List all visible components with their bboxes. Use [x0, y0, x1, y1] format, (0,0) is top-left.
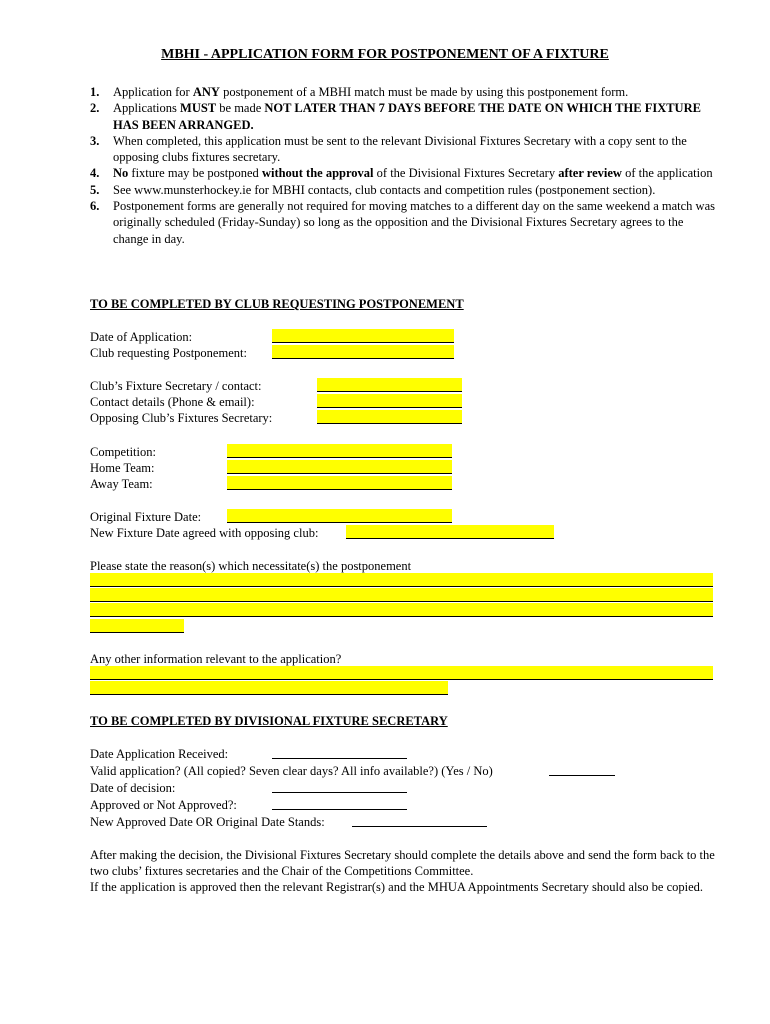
opposing-secretary-field[interactable] [317, 410, 462, 424]
rule-text: NOT LATER THAN 7 DAYS BEFORE THE DATE ON WHICH THE FIXTURE HAS BEEN ARRANGED. [113, 101, 701, 132]
rule-item [90, 133, 720, 166]
club-requesting-label: Club requesting Postponement: [90, 346, 247, 360]
original-date-label: Original Fixture Date: [90, 510, 202, 524]
date-of-application-label: Date of Application: [90, 330, 193, 344]
secretary-section-heading: TO BE COMPLETED BY DIVISIONAL FIXTURE SECRETARY [90, 714, 448, 728]
fixture-secretary-field[interactable] [317, 378, 462, 392]
new-date-label: New Fixture Date agreed with opposing club: [90, 526, 319, 540]
contact-details-label: Contact details (Phone & email): [90, 395, 255, 409]
contact-details-field[interactable] [317, 394, 462, 408]
opposing-secretary-label: Opposing Club’s Fixtures Secretary: [90, 411, 273, 425]
original-date-field[interactable] [227, 509, 452, 523]
away-team-field[interactable] [227, 476, 452, 490]
reasons-field-line-3[interactable] [90, 603, 713, 617]
reasons-label: Please state the reason(s) which necessitate(s) the postponement [90, 559, 412, 573]
new-date-field[interactable] [346, 525, 554, 539]
away-team-label: Away Team: [90, 477, 153, 491]
rule-text: Applications [113, 101, 181, 116]
rules-list [90, 84, 720, 247]
rule-text: ANY [192, 85, 220, 99]
date-received-field[interactable] [272, 746, 407, 759]
home-team-field[interactable] [227, 460, 452, 474]
new-approved-date-label: New Approved Date OR Original Date Stands: [90, 815, 325, 829]
other-info-field-line-1[interactable] [90, 666, 713, 680]
rule-number: 3. [90, 133, 100, 148]
other-info-field-line-2[interactable] [90, 681, 448, 695]
rule-item [90, 165, 720, 181]
rule-text: MUST [180, 101, 217, 116]
other-info-label: Any other information relevant to the application? [90, 652, 342, 666]
rule-text: of the Divisional Fixtures Secretary [373, 166, 559, 181]
rule-text: without the approval [261, 166, 374, 181]
valid-application-field[interactable] [549, 763, 615, 776]
competition-label: Competition: [90, 445, 156, 459]
approved-label: Approved or Not Approved?: [90, 798, 237, 812]
rule-number: 6. [90, 199, 100, 214]
club-section-heading: TO BE COMPLETED BY CLUB REQUESTING POSTPONEMENT [90, 297, 464, 311]
home-team-label: Home Team: [90, 461, 155, 475]
competition-field[interactable] [227, 444, 452, 458]
valid-application-label: Valid application? (All copied? Seven clear days? All info available?) (Yes / No) [90, 764, 493, 778]
new-approved-date-field[interactable] [352, 814, 487, 827]
rule-item [90, 84, 720, 100]
page-title: MBHI - APPLICATION FORM FOR POSTPONEMENT OF A FIXTURE [161, 47, 609, 62]
rule-number: 4. [90, 166, 100, 181]
closing-paragraph-1: After making the decision, the Divisional Fixtures Secretary should complete the details above and send the form back to the two clubs’ fixtures secretaries and the Chair of the Competitions Committee. [90, 848, 715, 879]
club-requesting-field[interactable] [272, 345, 454, 359]
rule-text: postponement of a MBHI match must be made by using this postponement form. [219, 85, 629, 99]
rule-item [90, 100, 720, 133]
rule-text: of the application [621, 166, 713, 181]
reasons-field-line-2[interactable] [90, 588, 713, 602]
rule-text: No [113, 166, 129, 181]
rule-text: fixture may be postponed [128, 166, 262, 181]
rule-item [90, 198, 720, 247]
rule-text: When completed, this application must be sent to the relevant Divisional Fixtures Secretary with a copy sent to the opposing clubs fixtures secretary. [113, 133, 687, 165]
reasons-field-line-4[interactable] [90, 619, 184, 633]
rule-text: See www.munsterhockey.ie for MBHI contacts, club contacts and competition rules (postponement section). [113, 182, 656, 197]
date-of-decision-label: Date of decision: [90, 781, 176, 795]
rule-text: Postponement forms are generally not required for moving matches to a different day on the same weekend a match was originally scheduled (Friday-Sunday) so long as the opposition and the Divisional Fixtures Secretary agrees to the change in day. [113, 199, 716, 246]
rule-number: 5. [90, 182, 100, 197]
date-received-label: Date Application Received: [90, 747, 229, 761]
fixture-secretary-label: Club’s Fixture Secretary / contact: [90, 379, 262, 393]
rule-item [90, 182, 720, 198]
rule-number: 1. [90, 85, 100, 99]
closing-paragraph-2: If the application is approved then the relevant Registrar(s) and the MHUA Appointments Secretary should also be copied. [90, 880, 704, 894]
reasons-field-line-1[interactable] [90, 573, 713, 587]
date-of-decision-field[interactable] [272, 780, 407, 793]
rule-number: 2. [90, 101, 100, 116]
rule-text: Application for [113, 85, 193, 99]
rule-text: be made [216, 101, 265, 116]
approved-field[interactable] [272, 797, 407, 810]
date-of-application-field[interactable] [272, 329, 454, 343]
rule-text: after review [558, 166, 622, 181]
